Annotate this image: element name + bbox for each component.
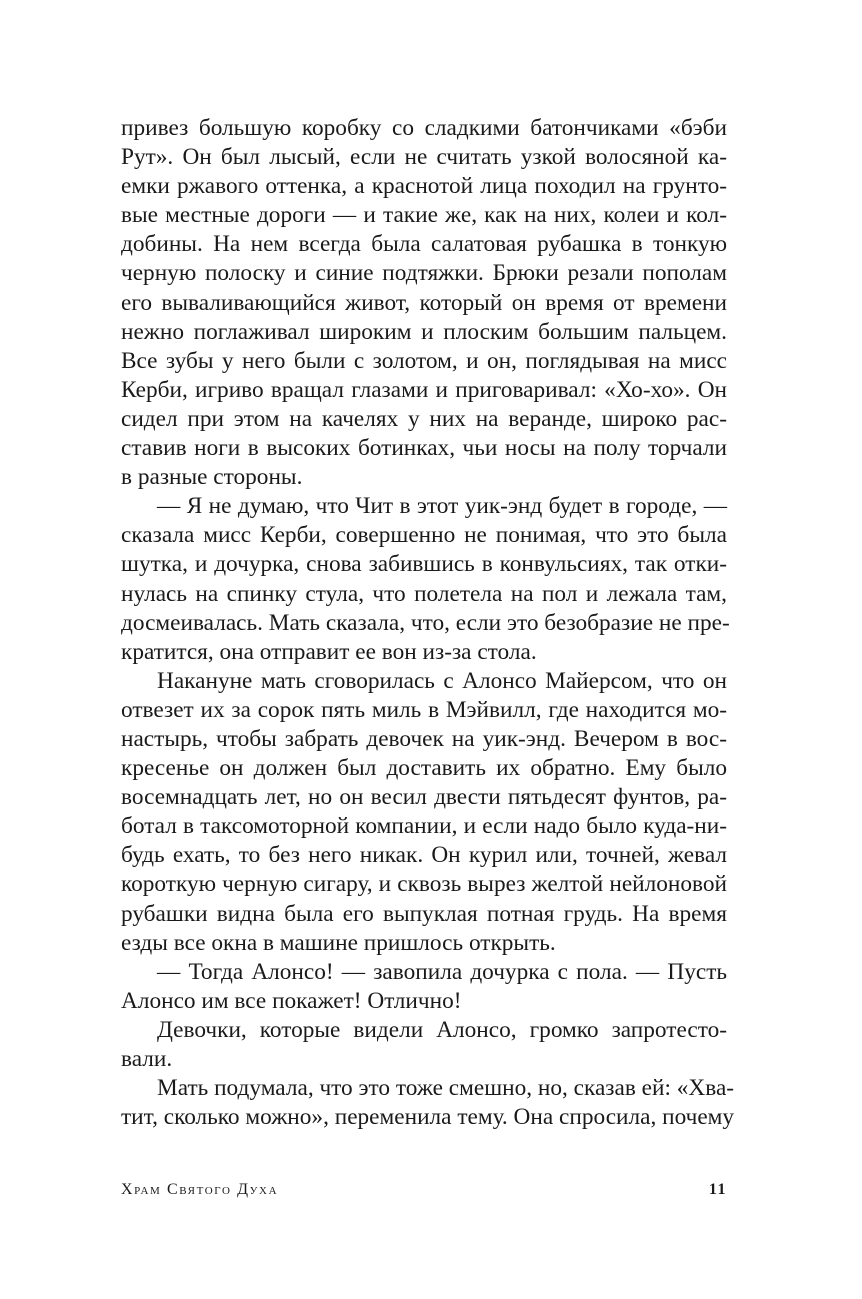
running-title: Храм Святого Духа — [121, 1181, 279, 1198]
text-line: ботал в таксомоторной компании, и если надо было куда-ни- — [121, 813, 727, 840]
text-block — [121, 114, 735, 1132]
text-line: сказала мисс Керби, совершенно не понимая, что это была — [121, 522, 727, 549]
page-number: 11 — [708, 1181, 727, 1198]
page-footer — [121, 1178, 727, 1202]
text-line: кресенье он должен был доставить их обратно. Ему было — [121, 755, 727, 782]
text-line: будь ехать, то без него никак. Он курил или, точней, жевал — [121, 842, 727, 869]
text-line: настырь, чтобы забрать девочек на уик-энд. Вечером в вос- — [121, 725, 727, 752]
text-line: в разные стороны. — [121, 464, 303, 491]
text-line: Накануне мать сговорилась с Алонсо Майерсом, что он — [157, 667, 727, 694]
text-line: Керби, игриво вращал глазами и приговаривал: «Хо-хо». Он — [121, 376, 727, 403]
text-line: короткую черную сигару, и сквозь вырез желтой нейлоновой — [121, 871, 727, 898]
text-line: вали. — [121, 1046, 173, 1072]
text-line: — Я не думаю, что Чит в этот уик-энд будет в городе, — — [157, 493, 727, 520]
text-line: Все зубы у него были с золотом, и он, поглядывая на мисс — [121, 347, 727, 374]
text-line: привез большую коробку со сладкими батончиками «бэби — [121, 115, 727, 141]
text-line: Мать подумала, что это тоже смешно, но, сказав ей: «Хва- — [157, 1075, 735, 1102]
text-line: — Тогда Алонсо! — завопила дочурка с пола. — Пусть — [157, 958, 727, 985]
text-line: тит, сколько можно», переменила тему. Она спросила, почему — [121, 1104, 735, 1131]
text-line: Девочки, которые видели Алонсо, громко запротесто- — [157, 1016, 727, 1043]
text-line: его вываливающийся живот, который он время от времени — [121, 289, 727, 316]
text-line: вые местные дороги — и такие же, как на них, колеи и кол- — [121, 202, 727, 229]
text-line: нежно поглаживал широким и плоским большим пальцем. — [121, 318, 727, 345]
text-line: емки ржавого оттенка, а краснотой лица походил на грунто- — [121, 173, 727, 200]
text-line: рубашки видна была его выпуклая потная грудь. На время — [121, 900, 727, 927]
text-line: кратится, она отправит ее вон из-за стола. — [121, 638, 537, 665]
text-line: добины. На нем всегда была салатовая рубашка в тонкую — [121, 231, 727, 258]
text-line: восемнадцать лет, но он весил двести пятьдесят фунтов, ра- — [121, 784, 727, 811]
text-line: сидел при этом на качелях у них на веранде, широко рас- — [121, 405, 727, 432]
text-line: черную полоску и синие подтяжки. Брюки резали пополам — [121, 260, 727, 287]
text-line: шутка, и дочурка, снова забившись в конвульсиях, так отки- — [121, 551, 727, 578]
text-line: Алонсо им все покажет! Отлично! — [121, 987, 462, 1014]
text-line: Рут». Он был лысый, если не считать узкой волосяной ка- — [121, 144, 727, 171]
text-line: нулась на спинку стула, что полетела на пол и лежала там, — [121, 580, 727, 607]
text-line: ставив ноги в высоких ботинках, чьи носы на полу торчали — [121, 435, 727, 462]
text-line: отвезет их за сорок пять миль в Мэйвилл, где находится мо- — [121, 696, 727, 723]
text-line: езды все окна в машине пришлось открыть. — [121, 929, 556, 956]
text-line: досмеивалась. Мать сказала, что, если это безобразие не пре- — [121, 609, 730, 636]
